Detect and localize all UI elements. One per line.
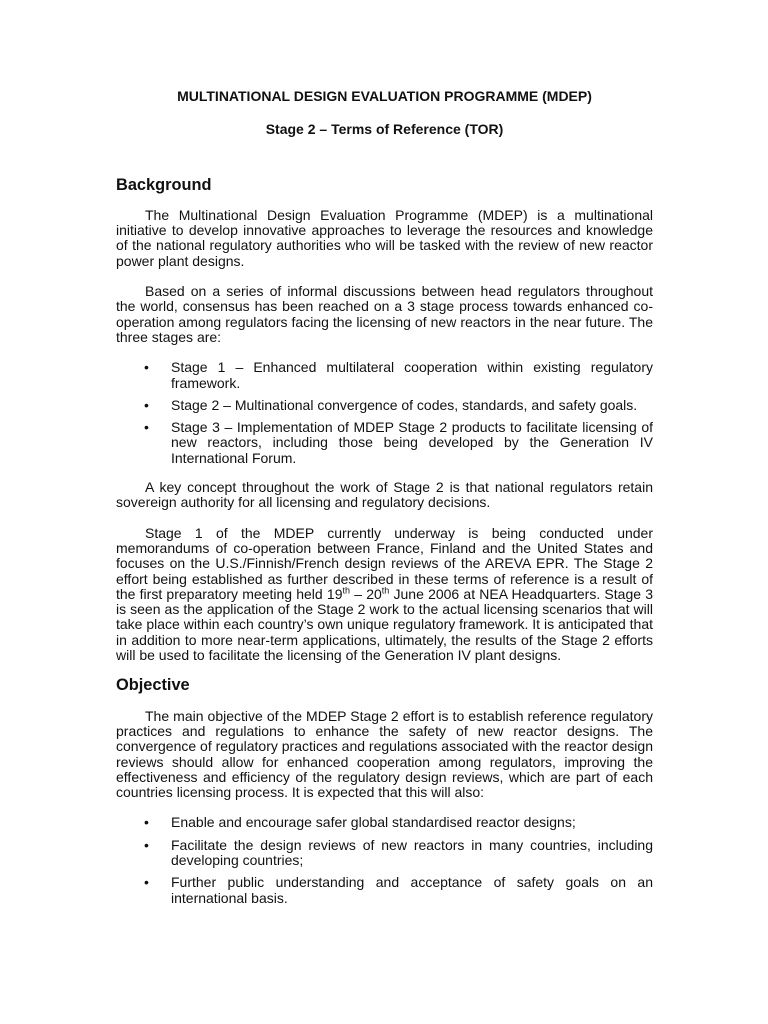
document-title: MULTINATIONAL DESIGN EVALUATION PROGRAMME (MDEP) — [177, 88, 592, 104]
background-paragraph-4 — [116, 526, 653, 664]
bullet-icon: • — [144, 814, 149, 831]
paragraph-4-part-c: June 2006 at NEA Headquarters. Stage 3 is seen as the application of the Stage 2 work to the actual licensing scenarios that will take place within each country’s own unique regulatory framework. It is anticipated that in addition to more near-term applications, ultimately, the results of the Stage 2 efforts will be used to facilitate the licensing of the Generation IV plant designs. — [116, 585, 654, 664]
objective-paragraph-1: The main objective of the MDEP Stage 2 effort is to establish reference regulatory practices and regulations to enhance the safety of new reactor designs. The convergence of regulatory practices and regulations associated with the reactor design reviews should allow for enhanced cooperation among regulators, improving the effectiveness and efficiency of the regulatory design reviews, which are part of each countries licensing process. It is expected that this will also: — [116, 707, 653, 801]
list-item — [116, 398, 653, 413]
document-subtitle: Stage 2 – Terms of Reference (TOR) — [265, 121, 504, 138]
objectives-list — [116, 815, 653, 905]
list-item — [116, 360, 653, 391]
list-item — [116, 875, 653, 906]
background-paragraph-3: A key concept throughout the work of Stage 2 is that national regulators retain sovereign authority for all licensing and regulatory decisions. — [116, 479, 653, 511]
stages-list — [116, 360, 653, 466]
stage-1-text: Stage 1 – Enhanced multilateral cooperation within existing regulatory framework. — [171, 359, 653, 391]
document-body — [116, 89, 653, 906]
objective-3-text: Further public understanding and acceptance of safety goals on an international basis. — [171, 874, 653, 906]
background-paragraph-1: The Multinational Design Evaluation Programme (MDEP) is a multinational initiative to develop innovative approaches to leverage the resources and knowledge of the national regulatory authorities who will be tasked with the review of new reactor power plant designs. — [116, 206, 653, 269]
objective-2-text: Facilitate the design reviews of new reactors in many countries, including developing countries; — [171, 836, 653, 868]
stage-3-text: Stage 3 – Implementation of MDEP Stage 2 products to facilitate licensing of new reactors, including those being developed by the Generation IV International Forum. — [171, 419, 653, 466]
paragraph-4-part-a: Stage 1 of the MDEP currently underway is being conducted under memorandums of co-operation between France, Finland and the United States and focuses on the U.S./Finnish/French design reviews of the AREVA EPR. The Stage 2 effort being established as further described in these terms of reference is a result of the first preparatory meeting held 19 — [116, 524, 653, 602]
paragraph-4-part-b: – 20 — [350, 585, 382, 602]
bullet-icon: • — [144, 396, 149, 413]
bullet-icon: • — [144, 419, 149, 436]
ordinal-suffix: th — [381, 585, 390, 596]
objective-heading: Objective — [116, 676, 190, 695]
bullet-icon: • — [144, 874, 149, 891]
bullet-icon: • — [144, 836, 149, 853]
list-item — [116, 815, 653, 830]
background-heading: Background — [116, 175, 212, 194]
background-paragraph-2: Based on a series of informal discussions between head regulators throughout the world, consensus has been reached on a 3 stage process towards enhanced co-operation among regulators facing the licensing of new reactors in the near future. The three stages are: — [116, 283, 653, 345]
ordinal-suffix: th — [342, 585, 350, 596]
objective-1-text: Enable and encourage safer global standardised reactor designs; — [171, 814, 576, 831]
list-item — [116, 420, 653, 466]
list-item — [116, 838, 653, 869]
bullet-icon: • — [144, 359, 149, 376]
stage-2-text: Stage 2 – Multinational convergence of codes, standards, and safety goals. — [171, 396, 638, 413]
